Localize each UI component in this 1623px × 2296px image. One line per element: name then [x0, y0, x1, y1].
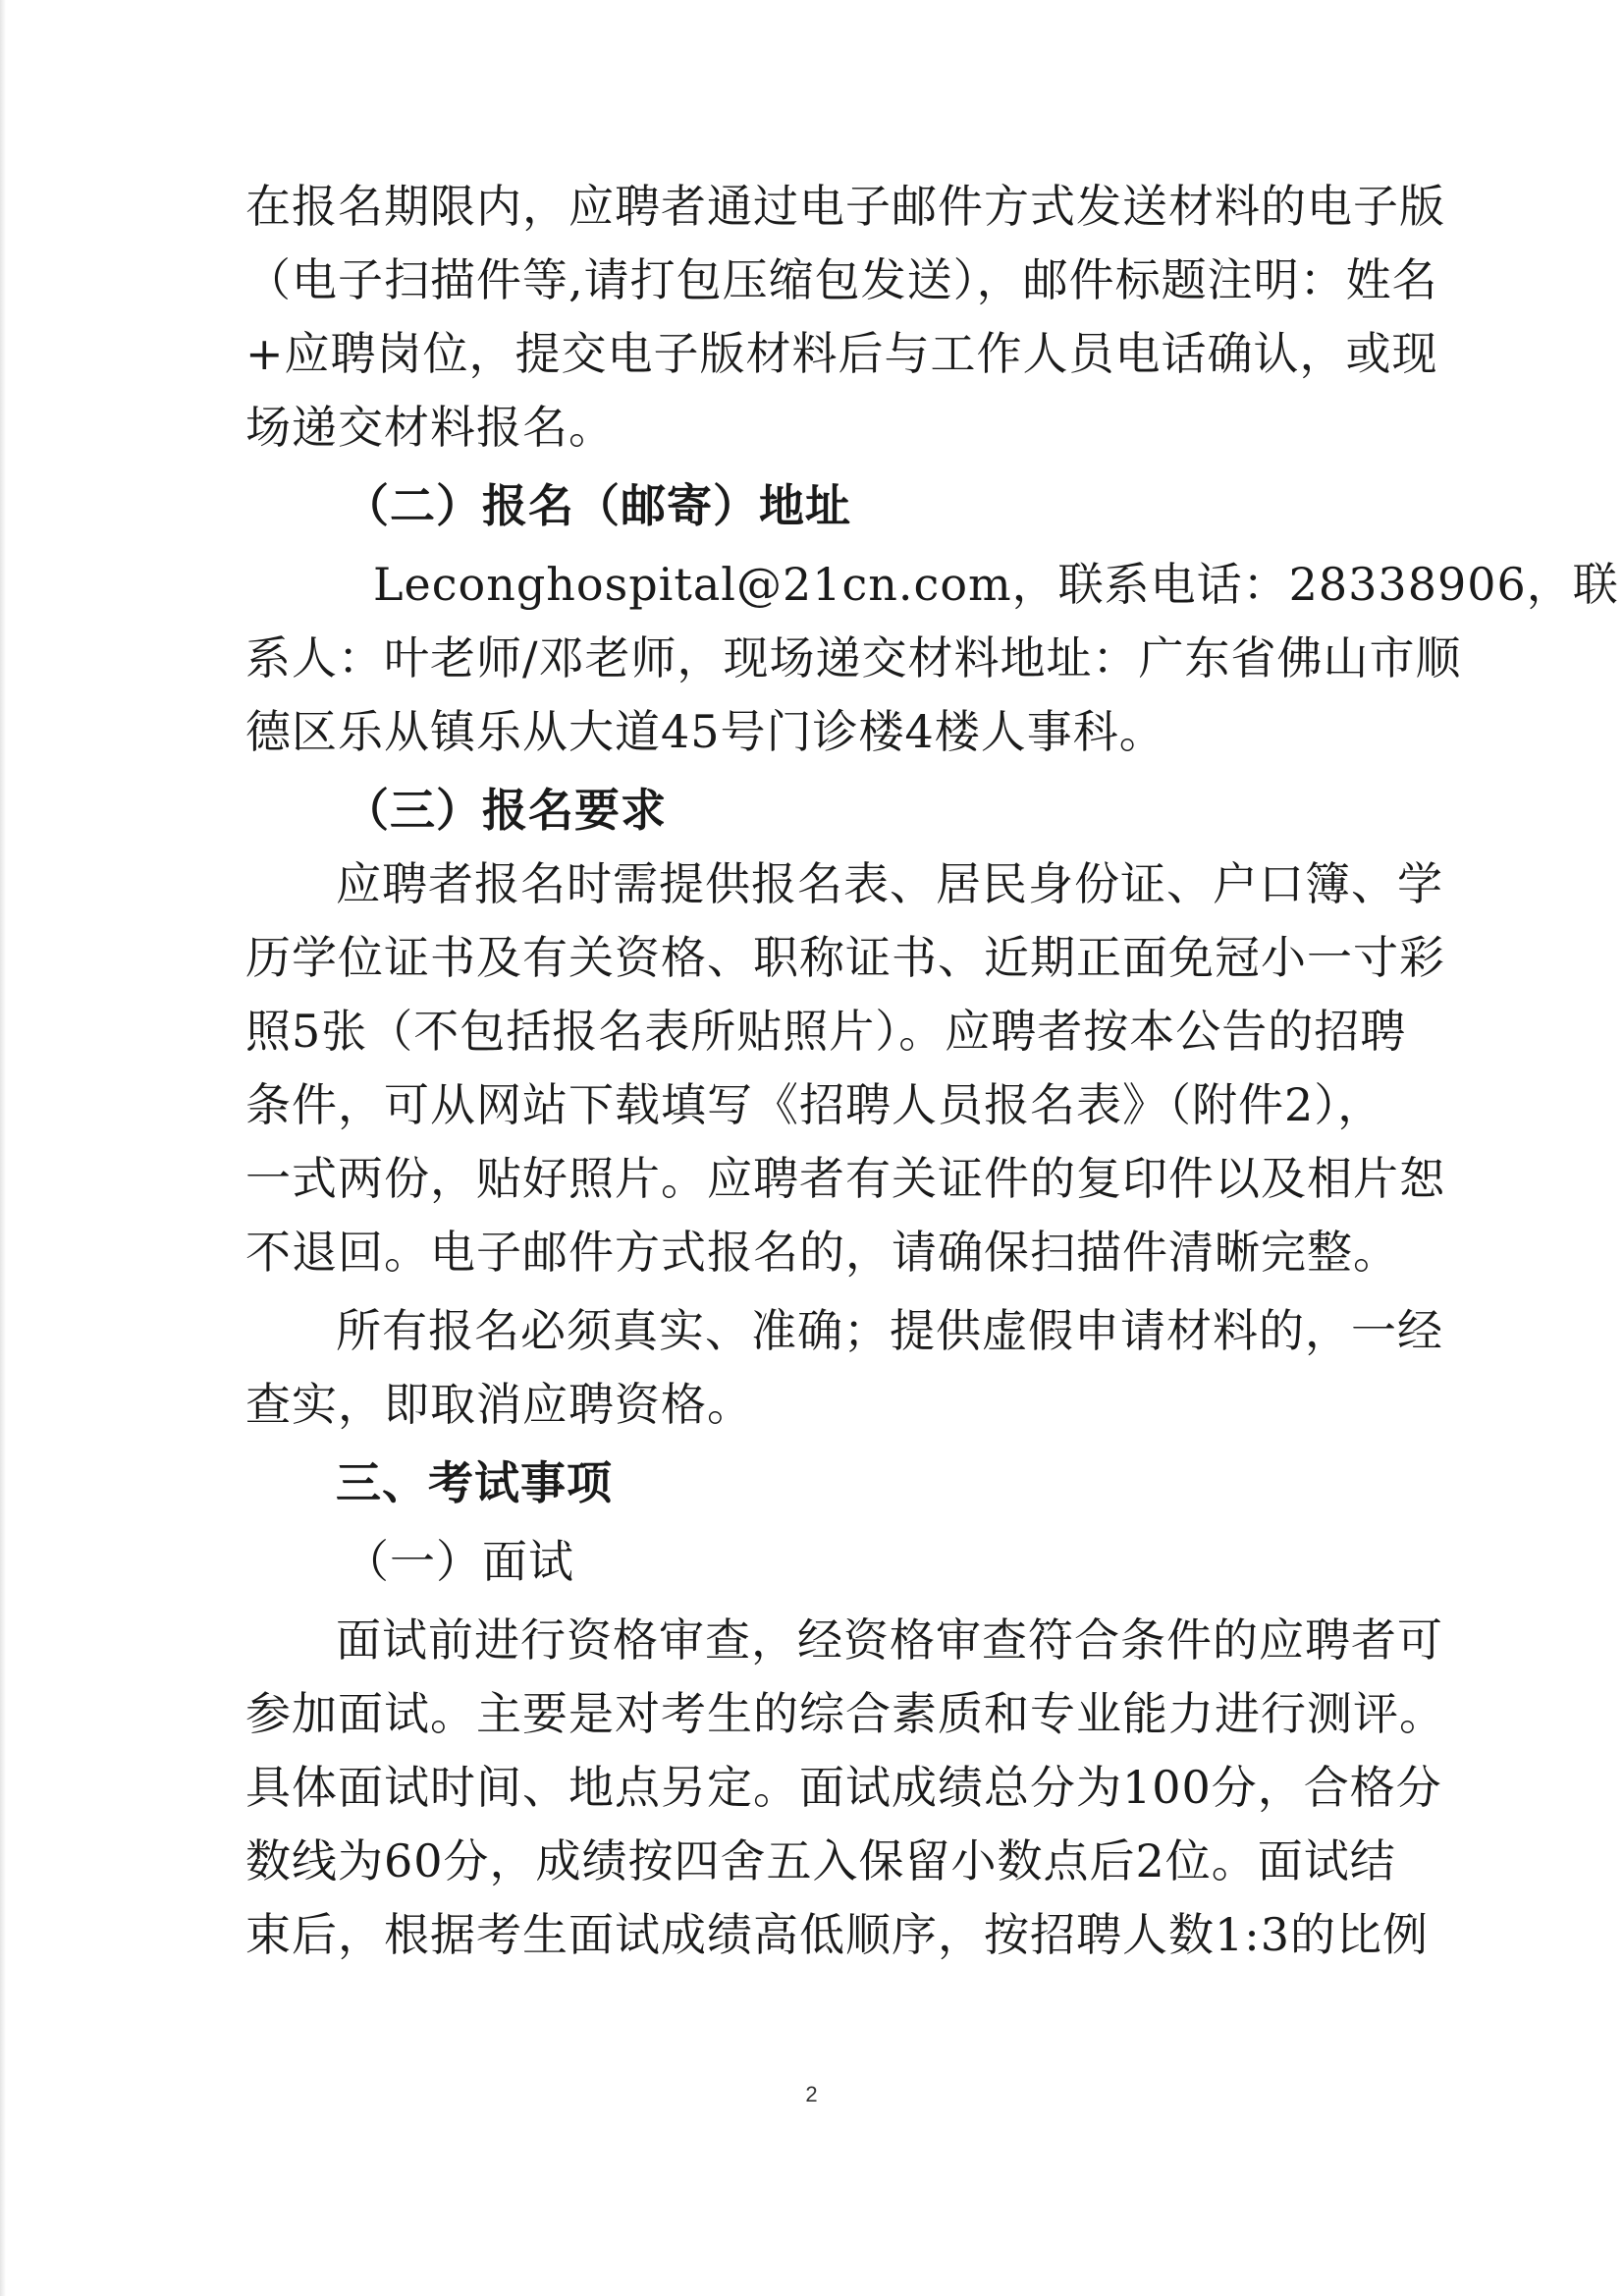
paragraph-line: 所有报名必须真实、准确；提供虚假申请材料的，一经: [336, 1304, 1443, 1357]
section-exam-matters: 三、考试事项: [336, 1456, 613, 1509]
paragraph-line: 系人：叶老师/邓老师，现场递交材料地址：广东省佛山市顺: [245, 631, 1462, 684]
subsection-interview: （一）面试: [344, 1535, 574, 1588]
page-number: 2: [805, 2082, 818, 2106]
paragraph-line: 在报名期限内，应聘者通过电子邮件方式发送材料的电子版: [245, 180, 1445, 233]
paragraph-line: 具体面试时间、地点另定。面试成绩总分为100分，合格分: [245, 1761, 1442, 1814]
paragraph-line: 不退回。电子邮件方式报名的，请确保扫描件清晰完整。: [245, 1226, 1399, 1279]
paragraph-line: +应聘岗位，提交电子版材料后与工作人员电话确认，或现: [245, 327, 1438, 380]
scan-edge-shadow: [0, 0, 6, 2296]
paragraph-line: 照5张（不包括报名表所贴照片）。应聘者按本公告的招聘: [245, 1005, 1407, 1058]
paragraph-line: 数线为60分，成绩按四舍五入保留小数点后2位。面试结: [245, 1834, 1396, 1887]
paragraph-line: 一式两份，贴好照片。应聘者有关证件的复印件以及相片恕: [245, 1152, 1445, 1205]
heading-signup-requirements: （三）报名要求: [344, 784, 667, 837]
paragraph-line: 面试前进行资格审查，经资格审查符合条件的应聘者可: [336, 1613, 1443, 1667]
paragraph-line: 历学位证书及有关资格、职称证书、近期正面免冠小一寸彩: [245, 931, 1445, 984]
paragraph-line: 条件，可从网站下载填写《招聘人员报名表》（附件2），: [245, 1078, 1384, 1131]
paragraph-line: 束后，根据考生面试成绩高低顺序，按招聘人数1:3的比例: [245, 1908, 1430, 1961]
paragraph-line: 德区乐从镇乐从大道45号门诊楼4楼人事科。: [245, 705, 1165, 758]
contact-line: Leconghospital@21cn.com，联系电话：28338906，联: [373, 558, 1619, 611]
paragraph-line: 场递交材料报名。: [245, 401, 615, 454]
paragraph-line: 查实，即取消应聘资格。: [245, 1378, 753, 1431]
heading-signup-address: （二）报名（邮寄）地址: [344, 479, 851, 532]
paragraph-line: 应聘者报名时需提供报名表、居民身份证、户口簿、学: [336, 857, 1443, 910]
paragraph-line: （电子扫描件等,请打包压缩包发送），邮件标题注明：姓名: [245, 253, 1438, 306]
paragraph-line: 参加面试。主要是对考生的综合素质和专业能力进行测评。: [245, 1687, 1445, 1740]
